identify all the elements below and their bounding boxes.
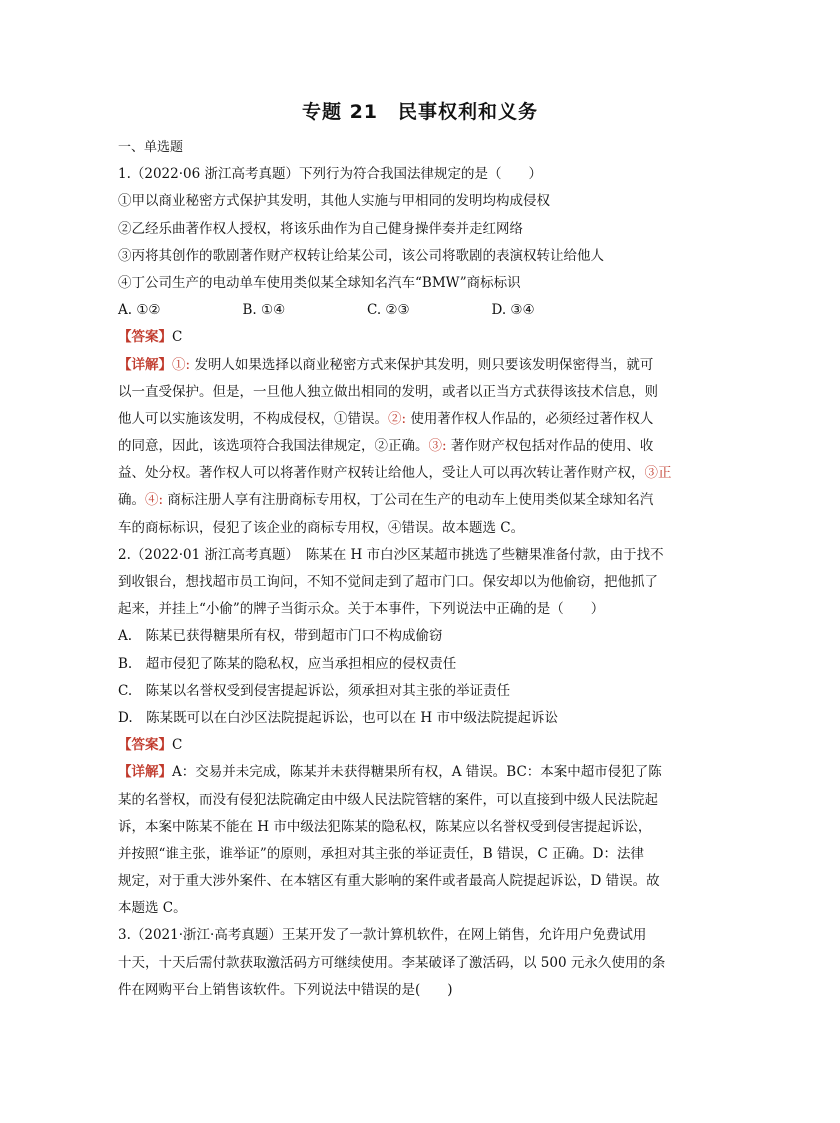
statement-item: ①甲以商业秘密方式保护其发明，其他人实施与甲相同的发明均构成侵权 [118, 193, 550, 210]
detail-label: 【详解】 [118, 356, 172, 373]
explanation-text: 本题选 C。 [118, 900, 187, 917]
detail-label: 【详解】 [118, 764, 172, 781]
question-2 [118, 542, 664, 923]
option-c: C. ②③ [367, 302, 410, 319]
answer-value: C [172, 329, 183, 346]
document-body [118, 134, 672, 1004]
statement-item: ②乙经乐曲著作权人授权，将该乐曲作为自己健身操伴奏并走红网络 [118, 220, 523, 237]
answer-label: 【答案】 [118, 329, 172, 346]
explanation-text: 使用著作权人作品的，必须经过著作权人 [406, 410, 654, 427]
question-stem: 到收银台，想找超市员工询问，不知不觉间走到了超市门口。保安却以为他偷窃，把他抓了 [118, 574, 658, 590]
point-marker: ④: [145, 492, 164, 509]
answer-line [118, 324, 616, 351]
option-b: B. ①④ [242, 302, 286, 319]
question-1 [118, 161, 672, 542]
point-marker: ①: [172, 356, 191, 373]
explanation-text: 某的名誉权，而没有侵犯法院确定由中级人民法院管辖的案件，可以直接到中级人民法院起 [118, 791, 658, 808]
explanation-text: 著作财产权包括对作品的使用、收 [446, 438, 654, 455]
answer-line [118, 732, 616, 759]
explanation-text: 商标注册人享有注册商标专用权，丁公司在生产的电动车上使用类似某全球知名汽 [163, 492, 654, 509]
question-stem: 2.（2022·01 浙江高考真题） 陈某在 H 市白沙区某超市挑选了些糖果准备付款，由于找不 [118, 546, 664, 563]
question-3 [118, 922, 666, 1004]
answer-value: C [172, 737, 183, 754]
question-stem: 起来，并挂上“小偷”的牌子当街示众。关于本事件，下列说法中正确的是（ ） [118, 601, 605, 618]
point-marker: ③: [428, 438, 447, 455]
question-stem: 十天，十天后需付款获取激活码方可继续使用。李某破译了激活码，以 500 元永久使用的条 [118, 954, 666, 971]
explanation [118, 759, 662, 922]
point-marker: ②: [388, 410, 407, 427]
question-stem: 件在网购平台上销售该软件。下列说法中错误的是( ) [118, 981, 453, 998]
question-stem: 1.（2022·06 浙江高考真题）下列行为符合我国法律规定的是（ ） [118, 166, 542, 183]
answer-options [118, 297, 616, 324]
page-title: 专题 21 民事权利和义务 [301, 101, 539, 123]
explanation-text: 确。 [118, 492, 145, 509]
explanation-text: A：交易并未完成，陈某并未获得糖果所有权，A 错误。BC：本案中超市侵犯了陈 [172, 764, 662, 781]
section-heading: 一、单选题 [118, 140, 184, 155]
explanation-text: 规定，对于重大涉外案件、在本辖区有重大影响的案件或者最高人院提起诉讼，D 错误。故 [118, 873, 660, 890]
explanation-text: 诉，本案中陈某不能在 H 市中级法犯陈某的隐私权，陈某应以名誉权受到侵害提起诉讼， [118, 818, 652, 835]
explanation-text: 并按照“谁主张，谁举证”的原则，承担对其主张的举证责任，B 错误，C 正确。D：法律 [118, 845, 644, 862]
explanation-text: 益、处分权。著作权人可以将著作财产权转让给他人，受让人可以再次转让著作财产权， [118, 465, 645, 482]
statement-item: ③丙将其创作的歌剧著作财产权转让给某公司，该公司将歌剧的表演权转让给他人 [118, 247, 604, 264]
explanation [118, 352, 672, 542]
option-b: B. 超市侵犯了陈某的隐私权，应当承担相应的侵权责任 [118, 655, 457, 672]
option-a: A. ①② [118, 302, 161, 319]
explanation-text: 的同意，因此，该选项符合我国法律规定，②正确。 [118, 438, 429, 455]
explanation-text: 车的商标标识，侵犯了该企业的商标专用权，④错误。故本题选 C。 [118, 519, 525, 536]
explanation-text: 他人可以实施该发明，不构成侵权，①错误。 [118, 410, 388, 427]
statement-item: ④丁公司生产的电动单车使用类似某全球知名汽车“BMW”商标标识 [118, 274, 521, 291]
option-a: A. 陈某已获得糖果所有权，带到超市门口不构成偷窃 [118, 628, 443, 645]
question-stem: 3.（2021·浙江·高考真题）王某开发了一款计算机软件，在网上销售，允许用户免费试用 [118, 927, 647, 944]
answer-label: 【答案】 [118, 737, 172, 754]
explanation-text: 以一直受保护。但是，一旦他人独立做出相同的发明，或者以正当方式获得该技术信息，则 [118, 383, 658, 400]
option-c: C. 陈某以名誉权受到侵害提起诉讼，须承担对其主张的举证责任 [118, 682, 511, 699]
option-d: D. ③④ [491, 302, 535, 319]
option-d: D. 陈某既可以在白沙区法院提起诉讼，也可以在 H 市中级法院提起诉讼 [118, 709, 558, 726]
point-marker: ③正 [644, 465, 672, 482]
explanation-text: 发明人如果选择以商业秘密方式来保护其发明，则只要该发明保密得当，就可 [190, 356, 654, 373]
